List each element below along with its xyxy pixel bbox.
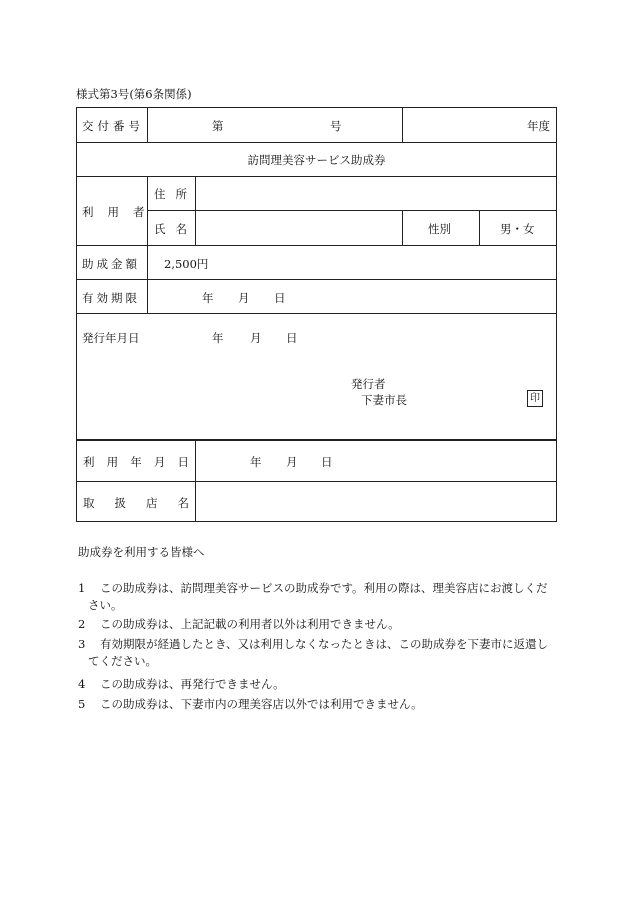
- note-text: この助成券は、下妻市内の理美容店以外では利用できません。: [99, 697, 423, 711]
- number-suffix: 号: [330, 119, 342, 133]
- seal-mark: 印: [527, 390, 543, 407]
- note-text: 有効期限が経過したとき、又は利用しなくなったときは、この助成券を下妻市に返還し: [99, 637, 548, 651]
- row-divider-thick: [76, 439, 557, 441]
- gender-label: 性別: [428, 222, 451, 236]
- col-divider: [479, 210, 480, 245]
- usage-day: 日: [321, 455, 333, 469]
- form-number: 様式第3号(第6条関係): [76, 87, 192, 101]
- row-divider: [76, 176, 557, 177]
- row-divider: [76, 279, 557, 280]
- note-number: 4: [78, 677, 86, 691]
- note-number: 2: [78, 617, 86, 631]
- notes-heading: 助成券を利用する皆様へ: [78, 545, 205, 559]
- address-label: 住所: [154, 187, 197, 201]
- shop-label-char: 店: [146, 496, 158, 510]
- issuer-label: 発行者: [351, 377, 386, 391]
- row-divider: [147, 210, 557, 211]
- usage-date-char: 年: [130, 455, 142, 469]
- note-item: [78, 580, 558, 614]
- col-divider: [402, 107, 403, 142]
- shop-label-char: 名: [177, 496, 189, 510]
- usage-year: 年: [250, 455, 262, 469]
- note-item: [78, 636, 558, 670]
- note-text: この助成券は、上記記載の利用者以外は利用できません。: [99, 617, 400, 631]
- col-divider: [147, 176, 148, 313]
- fiscal-year-label: 年度: [527, 119, 550, 133]
- note-text: この助成券は、訪問理美容サービスの助成券です。利用の際は、理美容店にお渡しくだ: [99, 581, 548, 595]
- issue-date-label: 発行年月日: [82, 331, 140, 345]
- note-number: 1: [78, 581, 86, 595]
- col-divider: [402, 210, 403, 245]
- note-text-cont: てください。: [88, 654, 157, 668]
- amount-label: 助成金額: [82, 257, 140, 271]
- validity-label: 有効期限: [82, 291, 140, 305]
- gender-value: 男・女: [500, 222, 535, 236]
- note-item: [78, 696, 558, 713]
- note-number: 5: [78, 697, 86, 711]
- shop-label-char: 扱: [114, 496, 126, 510]
- usage-date-char: 月: [153, 455, 166, 469]
- col-divider: [147, 107, 148, 142]
- amount-value: 2,500円: [164, 257, 209, 271]
- issue-day: 日: [286, 331, 298, 345]
- note-item: [78, 616, 558, 633]
- issuer-name: 下妻市長: [361, 393, 407, 407]
- note-item: [78, 676, 558, 693]
- note-number: 3: [78, 637, 86, 651]
- validity-day: 日: [274, 291, 286, 305]
- shop-label: [83, 495, 189, 511]
- row-divider: [76, 481, 557, 482]
- usage-date-char: 利: [83, 455, 95, 469]
- issue-month: 月: [250, 331, 262, 345]
- row-divider: [76, 245, 557, 246]
- usage-month: 月: [286, 455, 298, 469]
- validity-year: 年: [202, 291, 214, 305]
- issue-year: 年: [212, 331, 224, 345]
- shop-label-char: 取: [83, 496, 95, 510]
- usage-date-label: [83, 454, 189, 470]
- row-divider: [76, 142, 557, 143]
- number-prefix: 第: [212, 119, 224, 133]
- user-label: 利用者: [82, 205, 159, 219]
- note-text-cont: さい。: [88, 598, 123, 612]
- usage-date-char: 用: [106, 455, 119, 469]
- col-divider: [195, 439, 196, 522]
- row-divider: [76, 313, 557, 314]
- issue-number-label: 交付番号: [82, 119, 144, 133]
- usage-date-char: 日: [177, 455, 189, 469]
- name-label: 氏名: [154, 222, 197, 236]
- note-text: この助成券は、再発行できません。: [99, 677, 285, 691]
- validity-month: 月: [238, 291, 250, 305]
- voucher-title: 訪問理美容サービス助成券: [247, 153, 386, 167]
